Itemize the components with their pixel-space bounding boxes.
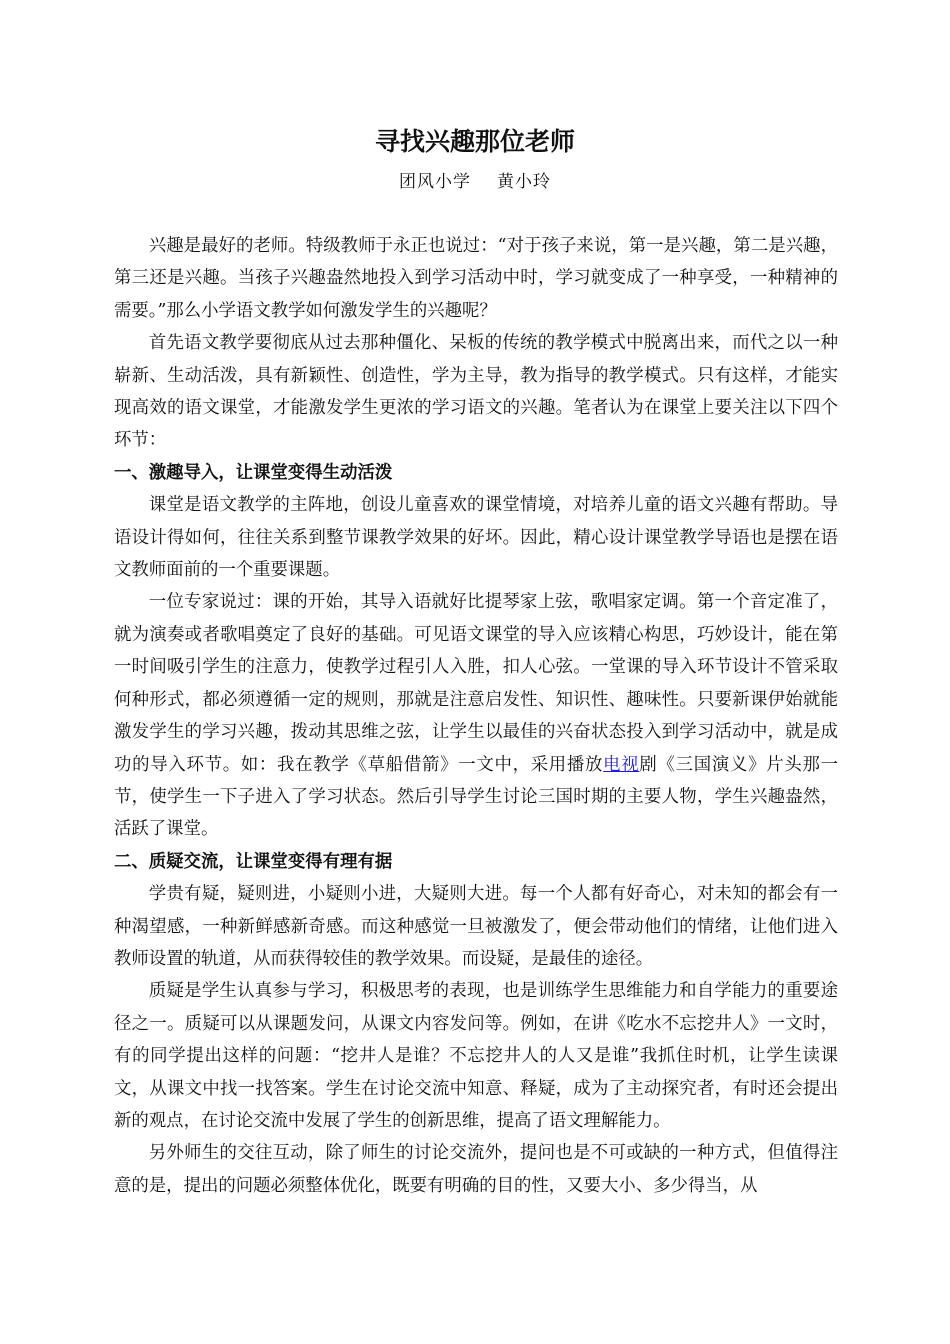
author-byline [0, 168, 950, 196]
paragraph-teaching-mode: 首先语文教学要彻底从过去那种僵化、呆板的传统的教学模式中脱离出来，而代之以一种崭新、生动活泼，具有新颖性、创造性，学为主导，教为指导的教学模式。只有这样，才能实现高效的语文课堂，才能激发学生更浓的学习语文的兴趣。笔者认为在课堂上要关注以下四个环节： [114, 333, 838, 451]
paragraph-expert-text-a: 一位专家说过：课的开始，其导入语就好比提琴家上弦，歌唱家定调。第一个音定准了，就为演奏或者歌唱奠定了良好的基础。可见语文课堂的导入应该精心构思，巧妙设计，能在第一时间吸引学生的注意力，使教学过程引人入胜，扣人心弦。一堂课的导入环节设计不管采取何种形式，都必须遵循一定的规则，那就是注意启发性、知识性、趣味性。只要新课伊始就能激发学生的学习兴趣，拨动其思维之弦，让学生以最佳的兴奋状态投入到学习活动中，就是成功的导入环节。如：我在教学《草船借箭》一文中，采用播放 [114, 592, 838, 775]
paragraph-classroom: 课堂是语文教学的主阵地，创设儿童喜欢的课堂情境，对培养儿童的语文兴趣有帮助。导语设计得如何，往往关系到整节课教学效果的好坏。因此，精心设计课堂教学导语也是摆在语文教师面前的一个重要课题。 [114, 495, 838, 581]
section-heading-2: 二、质疑交流，让课堂变得有理有据 [114, 851, 393, 872]
document-title: 寻找兴趣那位老师 [374, 127, 575, 156]
paragraph-intro: 兴趣是最好的老师。特级教师于永正也说过：“对于孩子来说，第一是兴趣，第二是兴趣，第三还是兴趣。当孩子兴趣盎然地投入到学习活动中时，学习就变成了一种享受，一种精神的需要。”那么小学语文教学如何激发学生的兴趣呢？ [114, 236, 838, 321]
section-heading-1: 一、激趣导入，让课堂变得生动活泼 [114, 462, 393, 483]
author-name: 黄小玲 [497, 172, 551, 192]
paragraph-interaction: 另外师生的交往互动，除了师生的讨论交流外，提问也是不可或缺的一种方式，但值得注意的是，提出的问题必须整体优化，既要有明确的目的性，又要大小、多少得当，从 [114, 1143, 838, 1196]
paragraph-doubt: 学贵有疑，疑则进，小疑则小进，大疑则大进。每一个人都有好奇心，对未知的都会有一种渴望感，一种新鲜感新奇感。而这种感觉一旦被激发了，便会带动他们的情绪，让他们进入教师设置的轨道，从而获得较佳的教学效果。而设疑，是最佳的途径。 [114, 884, 838, 969]
paragraph-expert-text-b: 剧《三国演义》片头那一节，使学生一下子进入了学习状态。然后引导学生讨论三国时期的主要人物，学生兴趣盎然，活跃了课堂。 [114, 754, 838, 840]
tv-link[interactable]: 电视 [603, 754, 640, 775]
paragraph-questioning: 质疑是学生认真参与学习，积极思考的表现，也是训练学生思维能力和自学能力的重要途径之一。质疑可以从课题发问，从课文内容发问等。例如，在讲《吃水不忘挖井人》一文时，有的同学提出这样的问题：“挖井人是谁？不忘挖井人的人又是谁”我抓住时机，让学生读课文，从课文中找一找答案。学生在讨论交流中知意、释疑，成为了主动探究者，有时还会提出新的观点，在讨论交流中发展了学生的创新思维，提高了语文理解能力。 [114, 981, 838, 1131]
document-body [114, 230, 838, 1202]
paragraph-expert [114, 586, 838, 845]
author-school: 团风小学 [399, 172, 471, 192]
